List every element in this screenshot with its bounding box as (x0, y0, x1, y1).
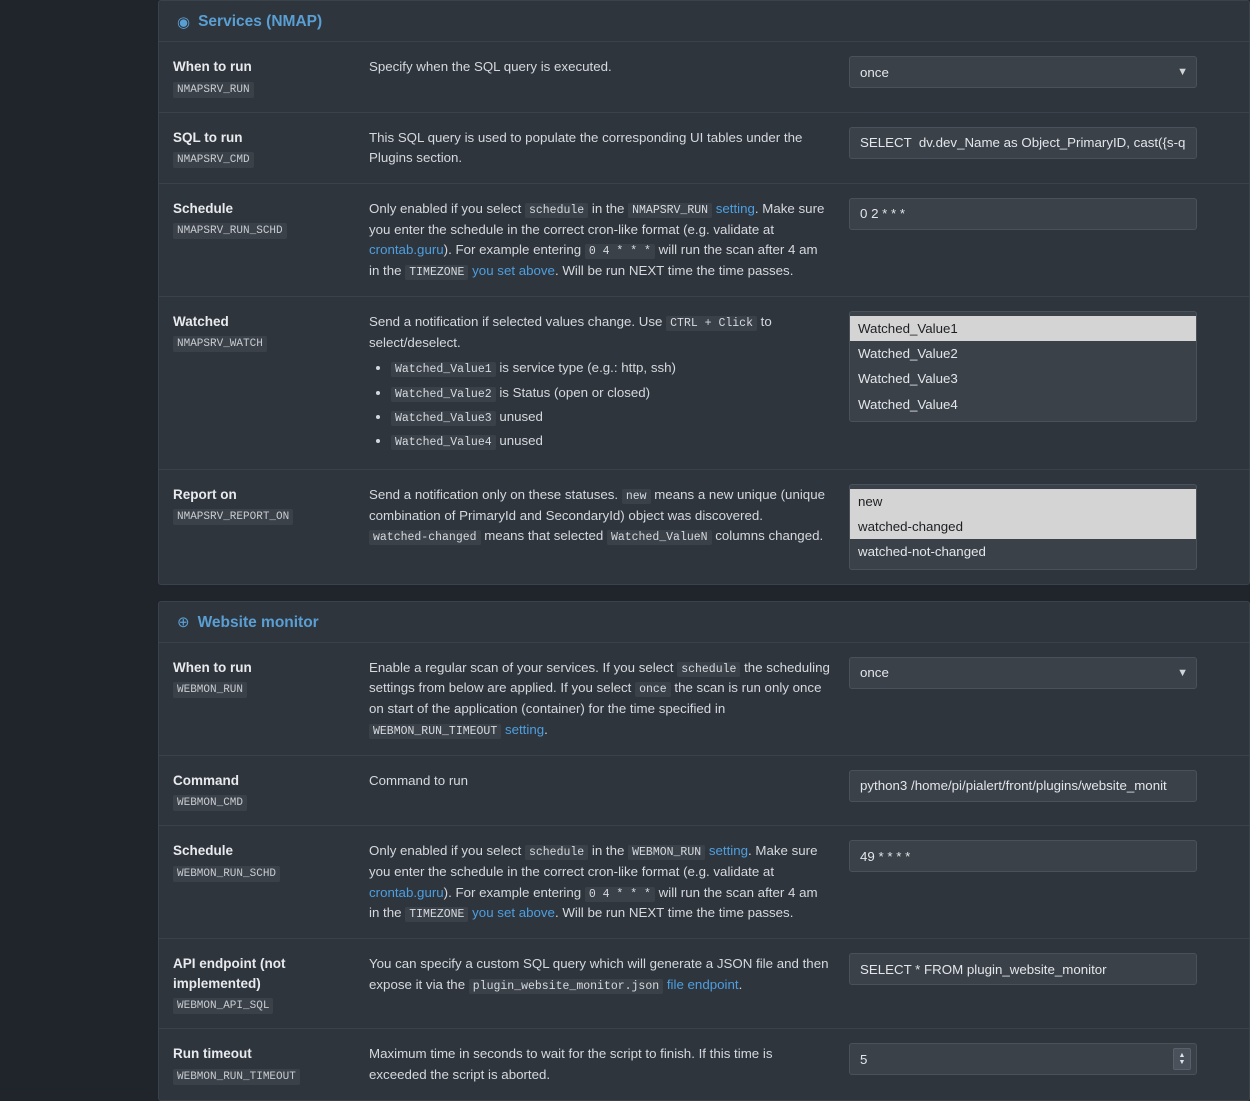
setting-label: Command (173, 772, 240, 788)
setting-key: NMAPSRV_RUN (173, 82, 254, 98)
setting-control (849, 1043, 1197, 1075)
setting-label-block (173, 840, 369, 882)
left-gutter (0, 0, 158, 1000)
setting-key: NMAPSRV_CMD (173, 152, 254, 168)
settings-content (158, 0, 1250, 1083)
setting-description: Send a notification if selected values change. Use CTRL + Click to select/deselect. • Watched_Value1 is service type (e.g.: http, ssh) • Watched_Value2 is Status (open or closed) • Watched_Value3 unused • Watched_Value4 unused (369, 311, 849, 455)
setting-label: API endpoint (not implemented) (173, 956, 286, 991)
setting-description: Only enabled if you select schedule in the NMAPSRV_RUN setting. Make sure you enter the schedule in the correct cron-like format (e.g. validate at crontab.guru). For example entering 0 4 * * * will run the scan after 4 am in the TIMEZONE you set above. Will be run NEXT time the time passes. (369, 200, 825, 280)
number-stepper[interactable]: ▲ ▼ (1173, 1048, 1191, 1070)
listbox-option[interactable]: Watched_Value3 (858, 371, 958, 387)
webmon-run-timeout-input[interactable] (849, 1043, 1197, 1075)
section-header-website-monitor (159, 602, 1249, 643)
section-website-monitor (158, 601, 1250, 1101)
section-title: Services (NMAP) (198, 13, 323, 30)
setting-row-nmapsrv-run-schd (159, 184, 1249, 297)
setting-label-block (173, 1043, 369, 1085)
setting-description: Maximum time in seconds to wait for the script to finish. If this time is exceeded the script is aborted. (369, 1046, 773, 1082)
globe-icon: ⊕ (177, 614, 190, 632)
setting-control (849, 484, 1197, 570)
nmapsrv-watch-listbox[interactable] (849, 311, 1197, 422)
setting-control (849, 657, 1197, 689)
setting-control (849, 953, 1197, 985)
setting-label-block (173, 657, 369, 699)
nmapsrv-cmd-input[interactable] (849, 127, 1197, 159)
setting-control (849, 56, 1197, 88)
webmon-run-schd-input[interactable] (849, 840, 1197, 872)
setting-row-webmon-run-schd (159, 826, 1249, 939)
radar-icon: ◉ (177, 13, 191, 31)
listbox-option[interactable]: watched-changed (850, 514, 1196, 539)
setting-label: When to run (173, 659, 252, 675)
setting-description: You can specify a custom SQL query which will generate a JSON file and then expose it via the plugin_website_monitor.json file endpoint. (369, 956, 829, 993)
setting-key: WEBMON_CMD (173, 795, 247, 811)
nmapsrv-run-select[interactable] (849, 56, 1197, 88)
setting-label-block (173, 198, 369, 240)
setting-label: When to run (173, 59, 252, 74)
setting-label-block (173, 311, 369, 353)
setting-description: This SQL query is used to populate the corresponding UI tables under the Plugins section. (369, 129, 803, 166)
setting-row-nmapsrv-report-on (159, 470, 1249, 584)
setting-row-webmon-run-timeout (159, 1029, 1249, 1099)
setting-key: NMAPSRV_WATCH (173, 336, 267, 352)
setting-label: Schedule (173, 200, 234, 216)
nmapsrv-report-on-listbox[interactable] (849, 484, 1197, 570)
setting-key: NMAPSRV_RUN_SCHD (173, 223, 287, 239)
webmon-cmd-input[interactable] (849, 770, 1197, 802)
listbox-option[interactable]: Watched_Value1 (850, 316, 1196, 341)
setting-row-nmapsrv-cmd (159, 113, 1249, 184)
webmon-run-select[interactable] (849, 657, 1197, 689)
setting-description: Command to run (369, 772, 469, 788)
nmapsrv-run-schd-input[interactable] (849, 198, 1197, 230)
setting-row-nmapsrv-watch (159, 297, 1249, 470)
setting-key: WEBMON_RUN_SCHD (173, 866, 280, 882)
setting-label: Report on (173, 486, 237, 502)
listbox-option[interactable]: new (850, 489, 1196, 514)
setting-label: Watched (173, 313, 229, 329)
listbox-option[interactable]: watched-not-changed (858, 544, 986, 560)
section-title: Website monitor (197, 613, 319, 631)
setting-key: NMAPSRV_REPORT_ON (173, 509, 293, 525)
setting-description: Send a notification only on these statuses. new means a new unique (unique combination of PrimaryId and SecondaryId) object was discovered. watched-changed means that selected Watched_ValueN columns changed. (369, 486, 825, 545)
setting-label: SQL to run (173, 129, 243, 145)
setting-row-webmon-cmd (159, 756, 1249, 827)
setting-control (849, 127, 1197, 159)
setting-label: Run timeout (173, 1046, 252, 1062)
setting-control (849, 770, 1197, 802)
chevron-down-icon: ▼ (1177, 666, 1188, 679)
setting-key: WEBMON_RUN_TIMEOUT (173, 1069, 300, 1085)
setting-label-block (173, 56, 369, 98)
setting-control (849, 311, 1197, 422)
listbox-option[interactable]: Watched_Value4 (858, 396, 958, 412)
chevron-down-icon: ▼ (1177, 66, 1188, 78)
setting-description: Specify when the SQL query is executed. (369, 59, 612, 74)
section-header-services-nmap (159, 1, 1249, 42)
setting-row-nmapsrv-run (159, 42, 1249, 113)
setting-control (849, 198, 1197, 230)
setting-row-webmon-api-sql (159, 939, 1249, 1029)
setting-control (849, 840, 1197, 872)
setting-label-block (173, 953, 369, 1014)
setting-description: Enable a regular scan of your services. If you select schedule the scheduling settings from below are applied. If you select once the scan is run only once on start of the application (container) for the time specified in WEBMON_RUN_TIMEOUT setting. (369, 659, 830, 738)
setting-label-block (173, 127, 369, 169)
setting-description: Only enabled if you select schedule in the WEBMON_RUN setting. Make sure you enter the schedule in the correct cron-like format (e.g. validate at crontab.guru). For example entering 0 4 * * * will run the scan after 4 am in the TIMEZONE you set above. Will be run NEXT time the time passes. (369, 843, 818, 922)
setting-label-block (173, 770, 369, 812)
setting-label: Schedule (173, 843, 234, 859)
section-services-nmap (158, 0, 1250, 585)
setting-row-webmon-run (159, 643, 1249, 756)
listbox-option[interactable]: Watched_Value2 (858, 346, 958, 362)
webmon-api-sql-input[interactable] (849, 953, 1197, 985)
setting-key: WEBMON_RUN (173, 682, 247, 698)
setting-label-block (173, 484, 369, 526)
setting-key: WEBMON_API_SQL (173, 998, 273, 1014)
